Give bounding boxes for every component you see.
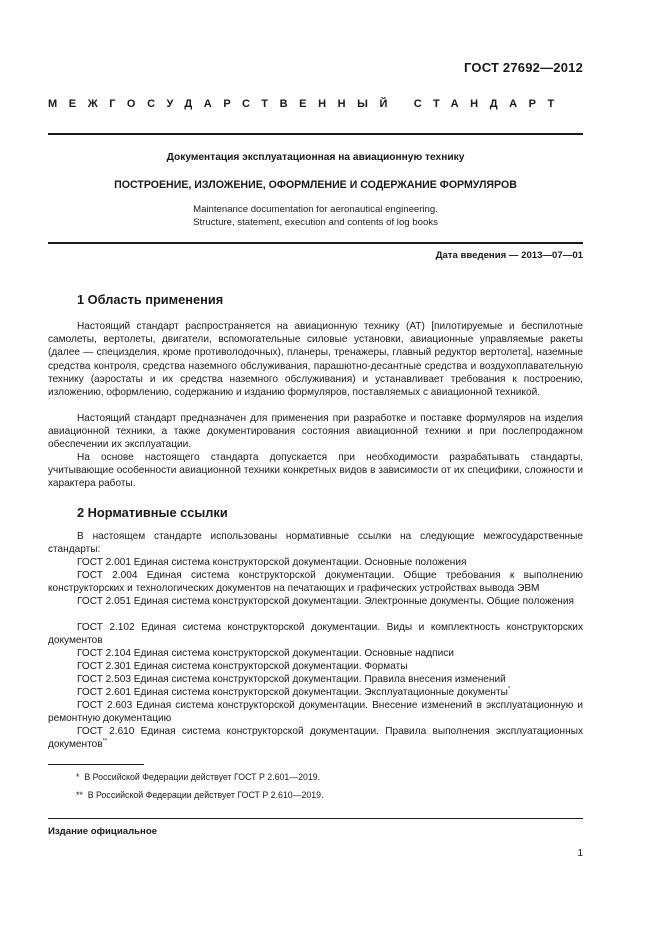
official-edition-label: Издание официальное: [48, 826, 158, 837]
reference-item: ГОСТ 2.301 Единая система конструкторской документации. Форматы: [77, 661, 408, 672]
footnote-mark: **: [102, 738, 108, 745]
page-number: 1: [577, 848, 583, 859]
title-ru-line2: ПОСТРОЕНИЕ, ИЗЛОЖЕНИЕ, ОФОРМЛЕНИЕ И СОДЕРЖАНИЕ ФОРМУЛЯРОВ: [114, 179, 517, 191]
title-en-line2: Structure, statement, execution and contents of log books: [193, 217, 438, 228]
reference-item: ГОСТ 2.610 Единая система конструкторской документации. Правила выполнения эксплуатационных документов**: [48, 726, 583, 751]
reference-item: ГОСТ 2.503 Единая система конструкторской документации. Правила внесения изменений: [77, 674, 506, 685]
reference-item: ГОСТ 2.104 Единая система конструкторской документации. Основные надписи: [77, 648, 454, 659]
introduction-date: Дата введения — 2013—07—01: [435, 250, 583, 261]
footer-rule: [48, 818, 583, 819]
reference-item: ГОСТ 2.001 Единая система конструкторской документации. Основные положения: [77, 557, 467, 568]
title-ru-line1: Документация эксплуатационная на авиационную технику: [166, 152, 465, 163]
section-2-title: 2 Нормативные ссылки: [77, 505, 228, 520]
section-1-paragraph-2: Настоящий стандарт предназначен для применения при разработке и поставке формуляров на изделия авиационной техники, а также документирования состояния авиационной техники и при послепродажном обеспечении их эксплуатации.: [48, 413, 583, 451]
reference-item: ГОСТ 2.603 Единая система конструкторской документации. Внесение изменений в эксплуатационную и ремонтную документацию: [48, 700, 583, 725]
reference-item: ГОСТ 2.004 Единая система конструкторской документации. Общие требования к выполнению конструкторских и технологических документов на печатающих и графических устройствах вывода ЭВМ: [48, 570, 583, 595]
reference-item: ГОСТ 2.051 Единая система конструкторской документации. Электронные документы. Общие положения: [77, 596, 574, 607]
footnote-2: ** В Российской Федерации действует ГОСТ Р 2.610—2019.: [76, 790, 324, 800]
title-rule: [48, 242, 583, 244]
doc-number: ГОСТ 27692—2012: [464, 60, 583, 75]
reference-item: ГОСТ 2.601 Единая система конструкторской документации. Эксплуатационные документы*: [77, 686, 511, 698]
title-en-line1: Maintenance documentation for aeronautical engineering.: [193, 204, 438, 215]
section-1-paragraph-1: Настоящий стандарт распространяется на авиационную технику (АТ) [пилотируемые и беспилотные самолеты, вертолеты, двигатели, вспомогательные силовые установки, авиационные управляемые ракеты (далее — специзделия, кроме противолодочных), планеры, тренажеры, главный редуктор вертолета], наземные средства контроля, средства наземного обслуживания, парашютно-десантные средства и воздухоплавательную технику (аэростаты и их средства наземного обслуживания) и устанавливает требования к построению, изложению, оформлению, содержанию и изданию формуляров, поставляемых с авиационной техникой.: [48, 321, 583, 399]
header-rule: [48, 133, 583, 135]
footnote-1: * В Российской Федерации действует ГОСТ Р 2.601—2019.: [76, 772, 321, 782]
footnote-mark: *: [507, 686, 511, 693]
section-2-intro: В настоящем стандарте использованы нормативные ссылки на следующие межгосударственные стандарты:: [48, 531, 583, 556]
reference-item: ГОСТ 2.102 Единая система конструкторской документации. Виды и комплектность конструкторских документов: [48, 622, 583, 647]
section-1-title: 1 Область применения: [77, 292, 224, 307]
section-1-paragraph-3: На основе настоящего стандарта допускается при необходимости разрабатывать стандарты, учитывающие особенности авиационной техники конкретных видов в зависимости от их специфики, сложности и характера работы.: [48, 452, 583, 490]
footnote-rule: [48, 764, 144, 765]
standard-banner: МЕЖГОСУДАРСТВЕННЫЙ СТАНДАРТ: [48, 98, 566, 110]
